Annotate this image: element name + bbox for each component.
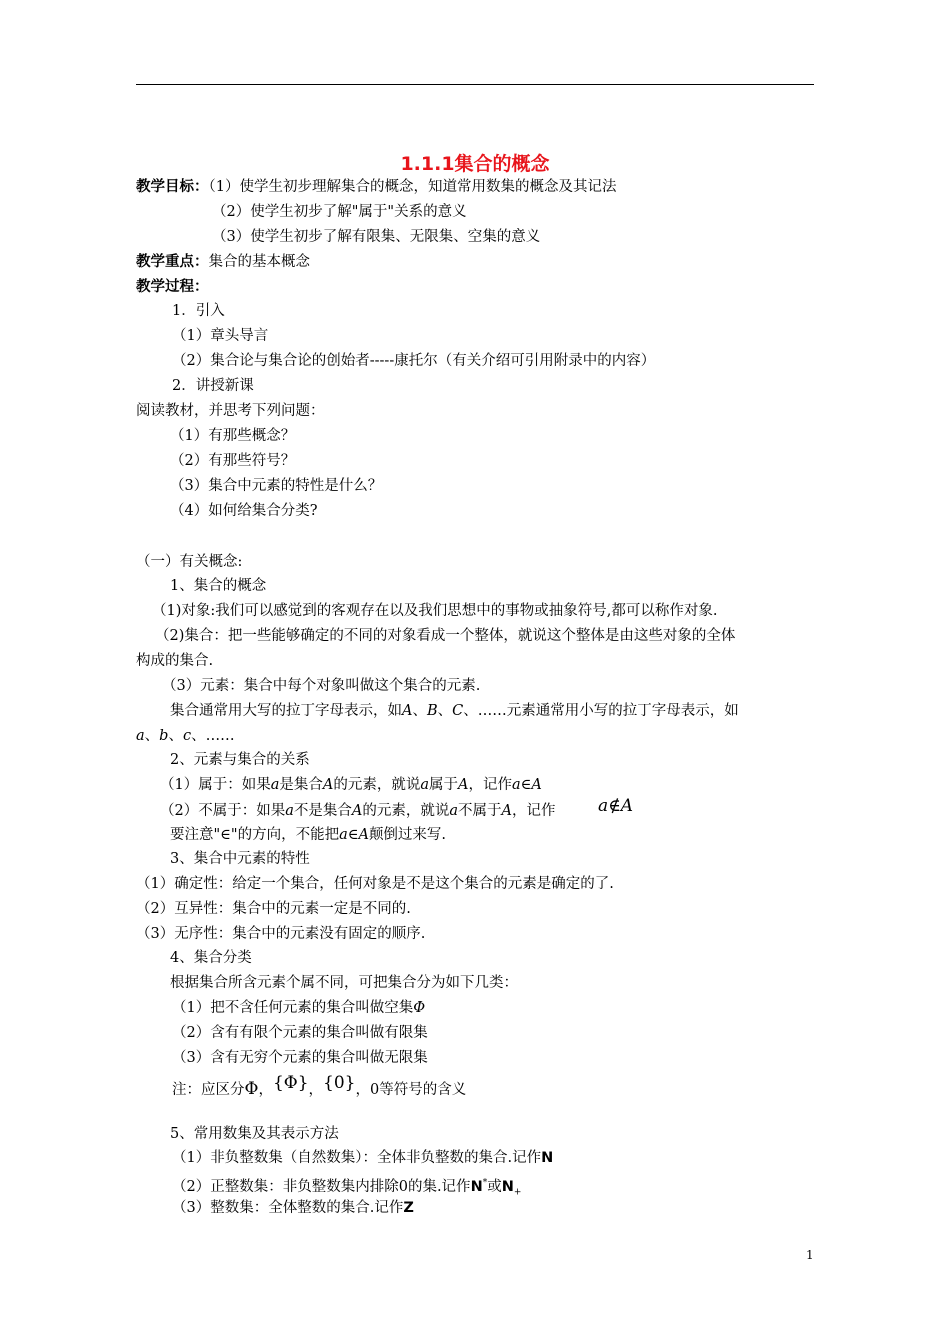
page-number: 1 xyxy=(806,1248,814,1262)
header-rule xyxy=(136,84,814,85)
question-2: （2）有那些符号？ xyxy=(170,453,296,469)
question-3: （3）集合中元素的特性是什么？ xyxy=(170,478,383,494)
goals-line-1: 教学目标：（1）使学生初步理解集合的概念，知道常用数集的概念及其记法 xyxy=(136,179,617,195)
section-5-heading: 5、常用数集及其表示方法 xyxy=(170,1126,339,1142)
object-definition: （1)对象:我们可以感觉到的客观存在以及我们思想中的事物或抽象符号,都可以称作对象. xyxy=(152,603,718,619)
reading-lead: 阅读教材，并思考下列问题： xyxy=(136,403,325,419)
section-1-heading: 1、集合的概念 xyxy=(170,578,267,594)
page-title: 1.1.1集合的概念 xyxy=(400,153,550,175)
teach-heading: 2．讲授新课 xyxy=(172,378,254,394)
question-1: （1）有那些概念？ xyxy=(170,428,296,444)
section-3-heading: 3、集合中元素的特性 xyxy=(170,851,310,867)
property-2: （2）互异性：集合中的元素一定是不同的. xyxy=(136,901,411,917)
intro-heading: 1．引入 xyxy=(172,303,225,319)
set-definition-1: （2)集合：把一些能够确定的不同的对象看成一个整体，就说这个整体是由这些对象的全体 xyxy=(155,628,736,644)
property-3: （3）无序性：集合中的元素没有固定的顺序. xyxy=(136,926,426,942)
section-2-heading: 2、元素与集合的关系 xyxy=(170,752,310,768)
section-4-heading: 4、集合分类 xyxy=(170,950,252,966)
not-in-symbol: a∉A xyxy=(598,796,633,816)
symbol-note: 注：应区分Φ，{Φ}，{0}，0等符号的含义 xyxy=(172,1073,467,1099)
goals-label: 教学目标： xyxy=(136,179,209,195)
class-3: （3）含有无穷个元素的集合叫做无限集 xyxy=(172,1050,428,1066)
intro-item-2: （2）集合论与集合论的创始者-----康托尔（有关介绍可引用附录中的内容） xyxy=(172,353,656,369)
notation-line-1: 集合通常用大写的拉丁字母表示，如A、B、C、……元素通常用小写的拉丁字母表示，如 xyxy=(170,703,739,719)
belong-line: （1）属于：如果a是集合A的元素，就说a属于A，记作a∈A xyxy=(160,777,542,793)
goals-line-2: （2）使学生初步了解"属于"关系的意义 xyxy=(212,204,467,220)
goals-line-3: （3）使学生初步了解有限集、无限集、空集的意义 xyxy=(212,229,541,245)
concepts-heading: （一）有关概念: xyxy=(136,554,243,570)
number-set-1: （1）非负整数集（自然数集）：全体非负整数的集合.记作N xyxy=(172,1150,554,1166)
property-1: （1）确定性：给定一个集合，任何对象是不是这个集合的元素是确定的了. xyxy=(136,876,614,892)
class-1: （1）把不含任何元素的集合叫做空集Φ xyxy=(172,1000,426,1016)
number-set-2: （2）正整数集：非负整数集内排除0的集.记作N*或$N_+$ xyxy=(172,1178,522,1198)
not-belong-line: （2）不属于：如果a不是集合A的元素，就说a不属于A，记作 xyxy=(160,803,556,819)
element-definition: （3）元素：集合中每个对象叫做这个集合的元素. xyxy=(162,678,481,694)
focus-line: 教学重点：集合的基本概念 xyxy=(136,254,310,270)
notation-line-2: a、b、c、…… xyxy=(136,728,235,744)
process-label: 教学过程： xyxy=(136,279,209,295)
question-4: （4）如何给集合分类? xyxy=(170,503,318,519)
direction-note: 要注意"∈"的方向，不能把a∈A颠倒过来写. xyxy=(170,827,447,843)
classification-lead: 根据集合所含元素个属不同，可把集合分为如下几类： xyxy=(170,975,518,991)
focus-label: 教学重点： xyxy=(136,254,209,270)
intro-item-1: （1）章头导言 xyxy=(172,328,269,344)
set-definition-2: 构成的集合. xyxy=(136,653,214,669)
class-2: （2）含有有限个元素的集合叫做有限集 xyxy=(172,1025,428,1041)
number-set-3: （3）整数集：全体整数的集合.记作Z xyxy=(172,1200,414,1216)
